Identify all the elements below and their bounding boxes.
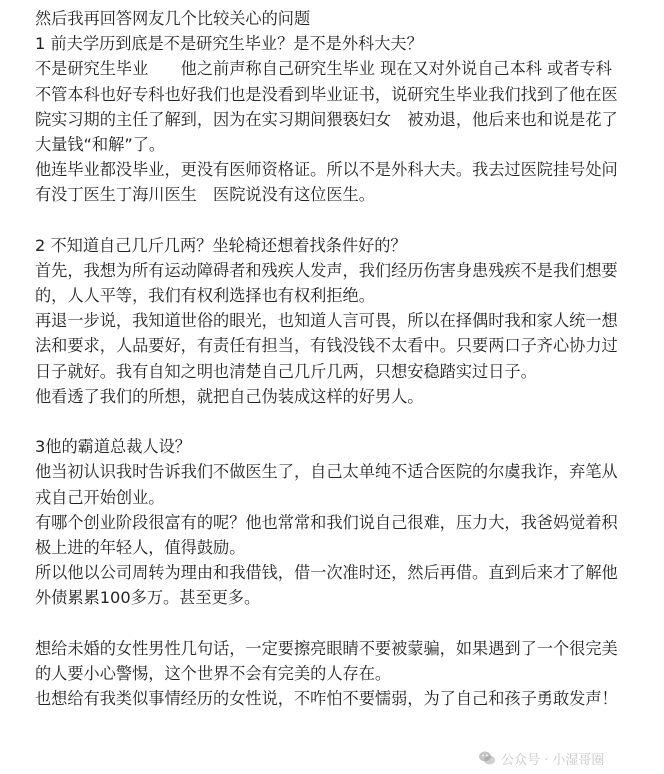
- paragraph-line: 法和要求，人品要好，有责任有担当，有钱没钱不太看中。只要两口子齐心协力过: [35, 336, 618, 356]
- paragraph-line: 的，人人平等，我们有权利选择也有权利拒绝。: [35, 286, 375, 306]
- article-body: [35, 6, 657, 711]
- paragraph-line: 戎自己开始创业。: [35, 487, 165, 507]
- paragraph-gap: [35, 611, 657, 636]
- question-3-heading: 3他的霸道总裁人设？: [35, 437, 191, 457]
- wechat-icon: [478, 749, 496, 767]
- paragraph-line: 不是研究生毕业 他之前声称自己研究生毕业 现在又对外说自己本科 或者专科: [35, 59, 612, 79]
- question-2-heading: 2 不知道自己几斤几两？坐轮椅还想着找条件好的？: [35, 235, 407, 255]
- paragraph-line: 他当初认识我时告诉我们不做医生了，自己太单纯不适合医院的尔虞我诈，弃笔从: [35, 462, 618, 482]
- watermark-text: 公众号 · 小湿哥圈: [501, 752, 605, 768]
- paragraph-line: 所以他以公司周转为理由和我借钱，借一次准时还，然后再借。直到后来才了解他: [35, 563, 618, 583]
- question-1-heading: 1 前夫学历到底是不是研究生毕业？是不是外科大夫？: [35, 34, 423, 54]
- closing-line: 的人要小心警惕，这个世界不会有完美的人存在。: [35, 663, 392, 683]
- paragraph-line: 不管本科也好专科也好我们也是没看到毕业证书，说研究生毕业我们找到了他在医: [35, 84, 618, 104]
- intro-line: 然后我再回答网友几个比较关心的问题: [35, 9, 311, 28]
- paragraph-line: 外债累累100多万。甚至更多。: [35, 588, 261, 608]
- paragraph-line: 再退一步说，我知道世俗的眼光，也知道人言可畏，所以在择偶时我和家人统一想: [35, 311, 618, 331]
- paragraph-line: 极上进的年轻人，值得鼓励。: [35, 537, 246, 557]
- watermark: [478, 747, 604, 769]
- paragraph-line: 有没丁医生丁海川医生 医院说没有这位医生。: [35, 185, 375, 205]
- paragraph-line: 大量钱“和解”了。: [35, 134, 166, 154]
- paragraph-gap: [35, 208, 657, 233]
- paragraph-line: 他连毕业都没毕业，更没有医师资格证。所以不是外科大夫。我去过医院挂号处问: [35, 160, 618, 180]
- paragraph-gap: [35, 409, 657, 434]
- paragraph-line: 院实习期的主任了解到，因为在实习期间猥亵妇女 被劝退，他后来也和说是花了: [35, 109, 618, 129]
- paragraph-line: 他看透了我们的所想，就把自己伪装成这样的好男人。: [35, 386, 424, 406]
- paragraph-line: 有哪个创业阶段很富有的呢？他也常常和我们说自己很难，压力大，我爸妈觉着积: [35, 512, 618, 532]
- paragraph-line: 日子就好。我有自知之明也清楚自己几斤几两，只想安稳踏实过日子。: [35, 361, 537, 381]
- paragraph-line: 首先，我想为所有运动障碍者和残疾人发声，我们经历伤害身患残疾不是我们想要: [35, 260, 618, 280]
- closing-line: 也想给有我类似事情经历的女性说，不咋怕不要懦弱，为了自己和孩子勇敢发声！: [35, 689, 618, 709]
- closing-line: 想给未婚的女性男性几句话，一定要擦亮眼睛不要被蒙骗，如果遇到了一个很完美: [35, 638, 618, 658]
